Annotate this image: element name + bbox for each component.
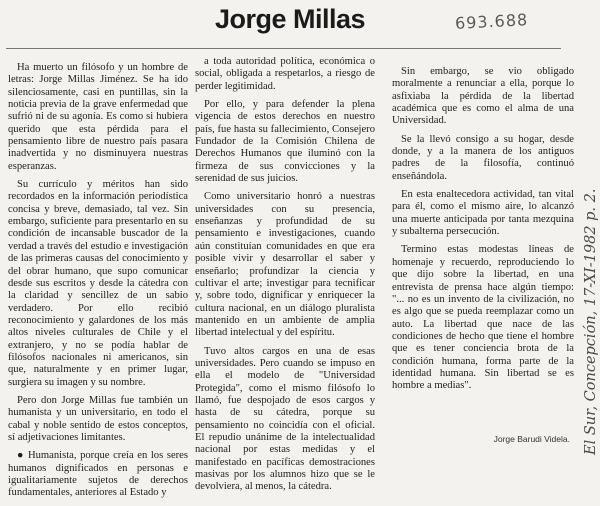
paragraph: Tuvo altos cargos en una de esas universidades. Pero cuando se impuso en ella el modelo de "Universidad Protegida", como el mismo filósofo lo llamó, fue despojado de esos cargos y hasta de su cátedra, porque su pensamiento no coincidía con el oficial. El repudio unánime de la intelectualidad nacional por estas medidas y el manifestado en pacíficas demostraciones masivas por los alumnos hizo que se le devolviera, al menos, la cátedra.: [195, 345, 375, 493]
article-column-3: [392, 66, 574, 399]
article-column-2: [195, 56, 375, 500]
handwritten-catalog-number: 693.688: [454, 10, 529, 33]
title-divider: [6, 48, 561, 49]
article-title: Jorge Millas: [214, 4, 366, 34]
paragraph: Pero don Jorge Millas fue también un humanista y un universitario, en todo el cabal y noble sentido de estos conceptos, sí adjetivaciones limitantes.: [8, 394, 188, 443]
paragraph: Se la llevó consigo a su hogar, desde donde, y a la manera de los antiguos padres de la filosofía, continuó enseñándola.: [392, 133, 574, 182]
article-byline: Jorge Barudi Videla.: [493, 434, 570, 444]
handwritten-source-note: El Sur, Concepción, 17-XI-1982 p. 2.: [583, 188, 599, 455]
paragraph: Como universitario honró a nuestras universidades con su presencia, enseñanzas y profundidad de su pensamiento e investigaciones, cuando aún constituían comunidades en que era posible vivir y desarrollar el saber y enseñarlo; profundizar la ciencia y cultivar el arte; investigar para tecnificar y, sobre todo, dignificar y enriquecer la cultura nacional, en un diálogo pluralista mantenido en un ambiente de amplia libertad intelectual y del espíritu.: [195, 191, 375, 339]
paragraph: Ha muerto un filósofo y un hombre de letras: Jorge Millas Jiménez. Se ha ido silenciosamente, casi en puntillas, sin la noticia previa de la grave enfermedad que sufrió ni de su agonía. Es como si hubiera querido que esta pérdida para el pensamiento libre de nuestro país pasara inadvertida y no disminuyera nuestras esperanzas.: [8, 62, 188, 172]
paragraph: En esta enaltecedora actividad, tan vital para él, como el mismo aire, lo alcanzó una muerte anticipada por tanta mezquina y subalterna persecución.: [392, 189, 574, 238]
paragraph: Por ello, y para defender la plena vigencia de estos derechos en nuestro país, fue hasta su fallecimiento, Consejero Fundador de la Comisión Chilena de Derechos Humanos que iluminó con la firmeza de sus convicciones y la serenidad de sus juicios.: [195, 99, 375, 185]
paragraph: Sin embargo, se vio obligado moralmente a renunciar a ella, porque lo asfixiaba la pérdida de la libertad académica que es como el alma de una Universidad.: [392, 66, 574, 127]
paragraph: ● Humanista, porque creía en los seres humanos dignificados en personas e igualitariamente sujetos de derechos fundamentales, anteriores al Estado y: [8, 450, 188, 499]
paragraph: Su currículo y méritos han sido recordados en la información periodística concisa y breve, demasiado, tal vez. Sin embargo, suficiente para presentarlo en su condición de incansable buscador de la verdad a través del estudio e investigación de las primeras causas del conocimiento y del obrar humano, que supo comunicar desde sus escritos y desde la cátedra con la claridad y sencillez de un sabio verdadero. Por ello recibió reconocimiento y galardones de los más altos niveles culturales de Chile y el extranjero, y no se podía hablar de filósofos nacionales ni americanos, sin que, naturalmente y en primer lugar, surgiera su imagen y su nombre.: [8, 179, 188, 388]
paragraph: a toda autoridad política, económica o social, obligada a respetarlos, a riesgo de perder legitimidad.: [195, 56, 375, 92]
article-column-1: [8, 62, 188, 506]
paragraph: Termino estas modestas líneas de homenaje y recuerdo, reproduciendo lo que dijo sobre la libertad, en una entrevista de prensa hace algún tiempo: "... no es un invento de la civilización, no es algo que se pueda reemplazar como un auto. La libertad que nace de las condiciones de hecho que tiene el hombre que es tener conciencia brota de la condición humana, forma parte de la identidad humana. Sin libertad se es hombre a medias".: [392, 244, 574, 392]
